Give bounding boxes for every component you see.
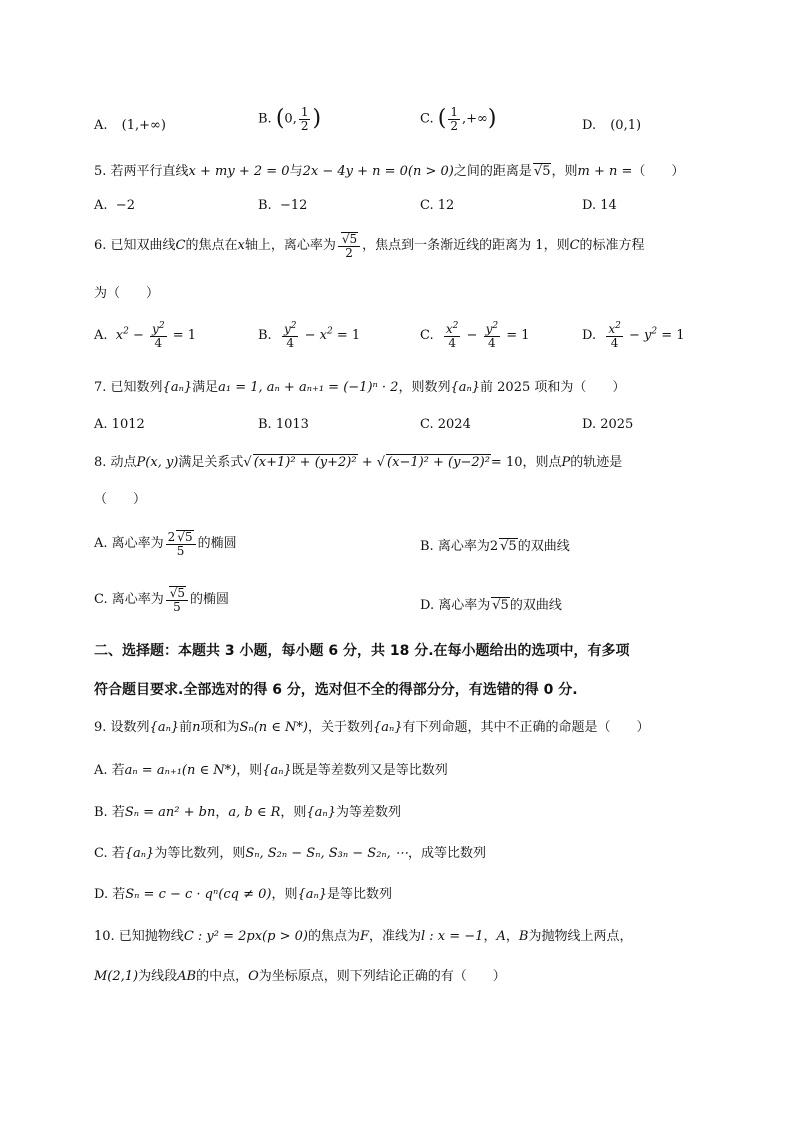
q4-option-a bbox=[94, 118, 166, 134]
q9-text: 9. 设数列 bbox=[94, 720, 150, 735]
option-text: D. 若 bbox=[94, 887, 126, 902]
section-heading: 二、选择题：本题共 3 小题，每小题 6 分，共 18 分.在每小题给出的选项中，有多项 bbox=[94, 643, 630, 659]
fraction-half: $\frac{1}{2}$ bbox=[450, 105, 458, 133]
q8-radicand-1: (x+1)² + (y+2)² bbox=[253, 455, 357, 470]
q5-text: 之间的距离是 bbox=[453, 164, 532, 179]
q5-text: 5. 若两平行直线 bbox=[94, 164, 189, 179]
option-math: Sₙ, S₂ₙ − Sₙ, S₃ₙ − S₂ₙ, ⋯ bbox=[245, 846, 408, 861]
q7-stem bbox=[94, 380, 625, 396]
q10-f: F bbox=[359, 929, 369, 944]
option-text: B. 若 bbox=[94, 805, 125, 820]
q8-radicand-2: (x−1)² + (y−2)² bbox=[387, 455, 490, 470]
q6-option-c: C. $\frac{x^2}{4}$ − $\frac{y^2}{4}$ = 1 bbox=[420, 321, 530, 350]
q9-stem bbox=[94, 720, 650, 736]
q6-stem-cont bbox=[94, 286, 159, 302]
answer-paren: （ ） bbox=[94, 492, 147, 507]
option-text: 2025 bbox=[600, 417, 634, 432]
q9-seq: {aₙ} bbox=[297, 887, 328, 902]
q10-stem bbox=[94, 929, 632, 945]
q7-text: 7. 已知数列 bbox=[94, 380, 163, 395]
q5-sqrt5: √ 5 bbox=[533, 163, 552, 180]
q10-text: 为坐标原点，则下列结论正确的有（ ） bbox=[258, 969, 506, 984]
q8-text: 的轨迹是 bbox=[570, 455, 623, 470]
q10-stem-cont bbox=[94, 969, 506, 985]
q10-ab: AB bbox=[177, 969, 197, 984]
option-label: D. bbox=[582, 198, 597, 213]
q10-text: 10. 已知抛物线 bbox=[94, 929, 184, 944]
option-text: ，则 bbox=[271, 887, 298, 902]
option-text: 12 bbox=[437, 198, 455, 213]
q6-text: ，焦点到一条渐近线的距离为 1，则 bbox=[362, 238, 570, 254]
q6-option-b: B. $\frac{y^2}{4}$ − $x^2 = 1$ bbox=[258, 321, 361, 350]
option-text: 的双曲线 bbox=[509, 598, 562, 613]
option-math: a, b ∈ R bbox=[228, 805, 281, 820]
option-text: C. 若 bbox=[94, 846, 125, 861]
q7-text: 前 2025 项和为（ ） bbox=[480, 380, 626, 395]
section-heading-cont: 符合题目要求.全部选对的得 6 分，选对但不全的得部分分，有选错的得 0 分. bbox=[94, 682, 578, 698]
option-text: 1013 bbox=[275, 417, 309, 432]
q6-axis-x: x bbox=[237, 238, 245, 254]
option-text: C. 离心率为 bbox=[94, 592, 164, 608]
option-math: 2 bbox=[489, 539, 499, 554]
option-math: (0,1) bbox=[610, 118, 642, 133]
q7-seq: {aₙ} bbox=[450, 380, 481, 395]
q9-seq: {aₙ} bbox=[306, 805, 336, 820]
option-text: −12 bbox=[279, 198, 308, 213]
math-zero: 0, bbox=[284, 111, 297, 127]
q4-option-b bbox=[258, 106, 321, 132]
option-text: 2024 bbox=[437, 417, 471, 432]
paren-open: ( bbox=[437, 106, 447, 132]
q5-option-d bbox=[582, 198, 617, 214]
q9-text: 有下列命题，其中不正确的命题是（ ） bbox=[402, 720, 650, 735]
option-text: 为等比数列，则 bbox=[154, 846, 246, 861]
q9-option-d bbox=[94, 887, 392, 903]
q9-seq: {aₙ} bbox=[372, 720, 403, 735]
option-text: A. 离心率为 bbox=[94, 536, 164, 552]
option-label: B. bbox=[258, 198, 272, 213]
fraction-half: $\frac{1}{2}$ bbox=[300, 105, 309, 133]
q8-text: 8. 动点 bbox=[94, 455, 137, 470]
q10-text: 的焦点为 bbox=[307, 929, 360, 944]
option-text: 既是等差数列又是等比数列 bbox=[291, 763, 448, 778]
q5-expr: m + n = bbox=[577, 164, 633, 179]
q10-curve: C : y² = 2px(p > 0) bbox=[183, 929, 308, 944]
option-text: 是等比数列 bbox=[327, 887, 393, 902]
option-text: A. 若 bbox=[94, 763, 125, 778]
q9-text: 前 bbox=[179, 720, 193, 735]
q8-eq: = 10 bbox=[490, 455, 523, 470]
q10-text: ， bbox=[483, 929, 497, 944]
q6-text: 轴上，离心率为 bbox=[244, 238, 336, 254]
q10-text: 为抛物线上两点， bbox=[528, 929, 633, 944]
q9-option-c bbox=[94, 846, 486, 862]
q5-option-a bbox=[94, 198, 135, 214]
option-text: 14 bbox=[600, 198, 617, 213]
q7-seq: {aₙ} bbox=[162, 380, 193, 395]
radical-sign bbox=[377, 455, 385, 470]
radical-sign bbox=[243, 455, 251, 470]
q6-curve-c: C bbox=[175, 238, 186, 254]
q10-b: B bbox=[518, 929, 529, 944]
q9-seq: {aₙ} bbox=[149, 720, 180, 735]
q6-curve-c: C bbox=[569, 238, 580, 254]
q10-o: O bbox=[248, 969, 259, 984]
q8-text: ，则点 bbox=[522, 455, 562, 470]
q10-text: 为线段 bbox=[138, 969, 178, 984]
q10-text: 的中点， bbox=[196, 969, 249, 984]
option-label: C. bbox=[420, 198, 434, 213]
option-label: A. bbox=[94, 328, 108, 344]
option-text: 的椭圆 bbox=[197, 536, 237, 552]
q8-option-b: B. 离心率为2√ 5的双曲线 bbox=[420, 538, 570, 555]
q5-line1: x + my + 2 = 0 bbox=[188, 164, 290, 179]
q10-m: M(2,1) bbox=[94, 969, 139, 984]
option-label: A. bbox=[94, 118, 108, 133]
q7-text: 满足 bbox=[192, 380, 219, 395]
q5-stem bbox=[94, 163, 684, 180]
q6-eccentricity: √ $\frac{5}{2}$ bbox=[338, 232, 360, 259]
q8-paren bbox=[94, 492, 146, 508]
q9-sn: Sₙ(n ∈ N*) bbox=[239, 720, 308, 735]
paren-close: ) bbox=[487, 106, 497, 132]
option-label: A. bbox=[94, 417, 108, 432]
q5-option-b bbox=[258, 198, 307, 214]
q4-option-c bbox=[420, 106, 496, 132]
q6-stem bbox=[94, 232, 645, 259]
option-label: C. bbox=[420, 111, 434, 127]
q5-option-c bbox=[420, 198, 454, 214]
q7-option-c bbox=[420, 417, 471, 433]
q8-point: P(x, y) bbox=[136, 455, 179, 470]
option-text: 的双曲线 bbox=[517, 539, 570, 554]
q10-text: ，准线为 bbox=[368, 929, 421, 944]
option-text: B. 离心率为 bbox=[420, 539, 490, 554]
math-infinity: ,+∞ bbox=[462, 111, 488, 127]
option-text: 1012 bbox=[111, 417, 145, 432]
q10-a: A bbox=[496, 929, 506, 944]
q10-text: ， bbox=[505, 929, 519, 944]
q8-text: 满足关系式 bbox=[178, 455, 244, 470]
q6-text: 6. 已知双曲线 bbox=[94, 238, 176, 254]
option-label: B. bbox=[258, 111, 272, 127]
q7-option-b bbox=[258, 417, 309, 433]
option-label: C. bbox=[420, 417, 434, 432]
option-text: 的椭圆 bbox=[190, 592, 230, 608]
q7-option-d bbox=[582, 417, 633, 433]
option-label: A. bbox=[94, 198, 108, 213]
q8-option-a: A. 离心率为 $\frac{2√ 5}{5}$ 的椭圆 bbox=[94, 530, 237, 557]
option-text: ，则 bbox=[280, 805, 307, 820]
option-label: D. bbox=[582, 328, 597, 344]
q8-stem: 8. 动点P(x, y)满足关系式√ (x+1)² + (y+2)² + √ (x−1)² + (y−2)²= 10，则点P的轨迹是 bbox=[94, 454, 622, 471]
q6-text: 的标准方程 bbox=[579, 238, 645, 254]
q9-n: n bbox=[192, 720, 201, 735]
q7-option-a bbox=[94, 417, 145, 433]
option-math: Sₙ = an² + bn bbox=[124, 805, 216, 820]
option-math: aₙ = aₙ₊₁(n ∈ N*) bbox=[124, 763, 237, 778]
q9-seq: {aₙ} bbox=[124, 846, 155, 861]
q5-text: ，则 bbox=[551, 164, 578, 179]
q8-option-c: C. 离心率为 √ $\frac{5}{5}$ 的椭圆 bbox=[94, 586, 229, 613]
option-label: D. bbox=[582, 417, 597, 432]
q9-option-b bbox=[94, 805, 401, 821]
paren-open: ( bbox=[275, 106, 285, 132]
q10-directrix: l : x = −1 bbox=[421, 929, 484, 944]
q6-option-a: A. $x^2$ − $\frac{y^2}{4}$ = 1 bbox=[94, 321, 196, 350]
option-text: ，则 bbox=[236, 763, 263, 778]
option-label: D. bbox=[582, 118, 597, 133]
q9-option-a bbox=[94, 763, 448, 779]
q5-text: 与 bbox=[289, 164, 303, 179]
answer-paren: （ ） bbox=[632, 164, 685, 179]
q6-text: 的焦点在 bbox=[185, 238, 238, 254]
q7-condition: a₁ = 1, aₙ + aₙ₊₁ = (−1)ⁿ · 2 bbox=[218, 380, 399, 395]
q9-text: ，关于数列 bbox=[307, 720, 373, 735]
option-text: D. 离心率为 bbox=[420, 598, 491, 613]
q8-p: P bbox=[561, 455, 571, 470]
option-label: B. bbox=[258, 328, 272, 344]
option-text: ， bbox=[215, 805, 229, 820]
q6-option-d: D. $\frac{x^2}{4}$ − $y^2 = 1$ bbox=[582, 321, 685, 350]
q9-seq: {aₙ} bbox=[262, 763, 292, 778]
q6-text: 为（ ） bbox=[94, 286, 160, 301]
option-math: (1,+∞) bbox=[121, 118, 166, 133]
q7-text: ，则数列 bbox=[398, 380, 451, 395]
option-text: ，成等比数列 bbox=[407, 846, 486, 861]
option-text: 为等差数列 bbox=[335, 805, 401, 820]
option-label: C. bbox=[420, 328, 434, 344]
paren-close: ) bbox=[312, 106, 322, 132]
q4-option-d bbox=[582, 118, 641, 134]
option-text: −2 bbox=[115, 198, 135, 213]
option-math: Sₙ = c − c · qⁿ(cq ≠ 0) bbox=[125, 887, 272, 902]
q9-text: 项和为 bbox=[200, 720, 240, 735]
q8-option-d: D. 离心率为√ 5的双曲线 bbox=[420, 597, 562, 614]
q5-line2: 2x − 4y + n = 0(n > 0) bbox=[302, 164, 454, 179]
option-label: B. bbox=[258, 417, 272, 432]
